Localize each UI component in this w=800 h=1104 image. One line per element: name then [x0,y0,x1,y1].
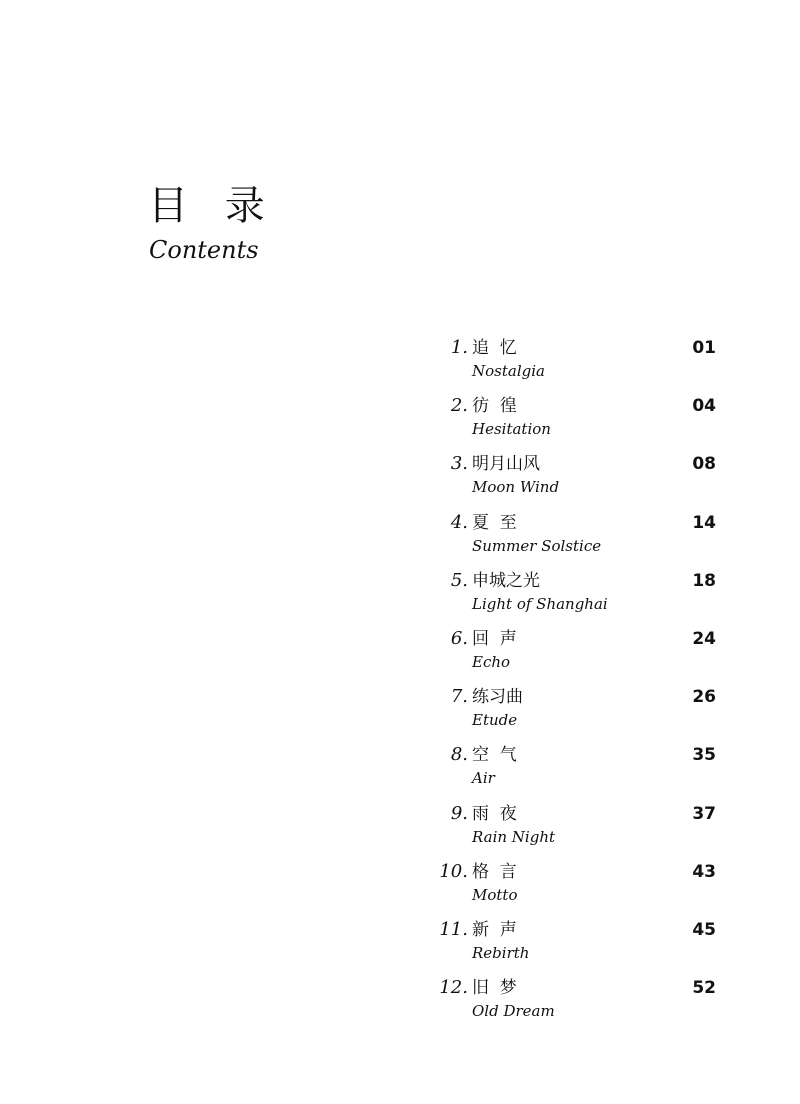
entry-number: 2. [450,395,468,417]
toc-entry-3[interactable] [430,450,720,508]
entry-title-zh: 追 忆 [472,338,517,358]
entry-title-zh: 旧 梦 [472,978,517,999]
entry-page-number: 26 [692,687,716,708]
entry-page-number: 37 [692,803,716,824]
entry-title-en: Rebirth [472,943,530,962]
entry-page-number: 18 [692,570,716,591]
entry-title-zh: 空 气 [472,745,517,766]
entry-page-number: 04 [692,396,716,417]
entry-title-en: Air [472,769,495,788]
entry-title-zh: 格 言 [472,861,517,882]
page-title: 目 录 [148,183,277,229]
entry-page-number: 01 [692,338,716,358]
table-of-contents [430,334,720,1032]
toc-entry-11[interactable] [430,916,720,974]
toc-entry-2[interactable] [430,392,720,450]
toc-entry-5[interactable] [430,567,720,625]
entry-page-number: 43 [692,861,716,882]
entry-number: 5. [450,569,468,591]
toc-entry-7[interactable] [430,683,720,741]
toc-entry-12[interactable] [430,974,720,1032]
entry-number: 1. [450,337,468,358]
entry-number: 7. [450,686,468,708]
entry-title-en: Hesitation [472,420,551,439]
entry-title-en: Moon Wind [472,478,560,497]
toc-entry-10[interactable] [430,858,720,916]
toc-entry-6[interactable] [430,625,720,683]
entry-title-zh: 彷 徨 [472,396,517,417]
toc-entry-4[interactable] [430,509,720,567]
entry-number: 6. [450,627,468,649]
entry-page-number: 14 [692,512,716,533]
entry-number: 12. [439,977,468,999]
entry-page-number: 35 [692,745,716,766]
entry-title-zh: 申城之光 [472,570,540,591]
entry-number: 8. [450,744,468,766]
entry-page-number: 45 [692,919,716,940]
entry-page-number: 52 [692,978,716,999]
toc-entry-9[interactable] [430,800,720,858]
page-subtitle: Contents [149,236,259,264]
entry-title-en: Echo [472,652,511,671]
entry-number: 11. [439,918,468,940]
entry-title-en: Etude [472,711,518,730]
toc-entry-8[interactable] [430,741,720,799]
entry-title-en: Motto [472,885,518,904]
entry-title-zh: 回 声 [472,628,517,649]
entry-title-en: Nostalgia [472,362,545,380]
entry-page-number: 24 [692,628,716,649]
entry-number: 10. [439,860,468,882]
entry-title-zh: 夏 至 [472,512,517,533]
entry-page-number: 08 [692,454,716,475]
entry-title-zh: 新 声 [472,919,517,940]
entry-title-en: Old Dream [472,1002,555,1021]
entry-title-zh: 明月山风 [472,454,540,475]
entry-number: 3. [450,453,468,475]
entry-title-zh: 练习曲 [472,687,523,708]
entry-title-en: Rain Night [472,827,556,846]
entry-title-en: Summer Solstice [472,536,602,555]
entry-title-en: Light of Shanghai [472,594,608,613]
entry-number: 4. [450,511,468,533]
entry-number: 9. [450,802,468,824]
entry-title-zh: 雨 夜 [472,803,517,824]
toc-entry-1[interactable] [430,334,720,392]
